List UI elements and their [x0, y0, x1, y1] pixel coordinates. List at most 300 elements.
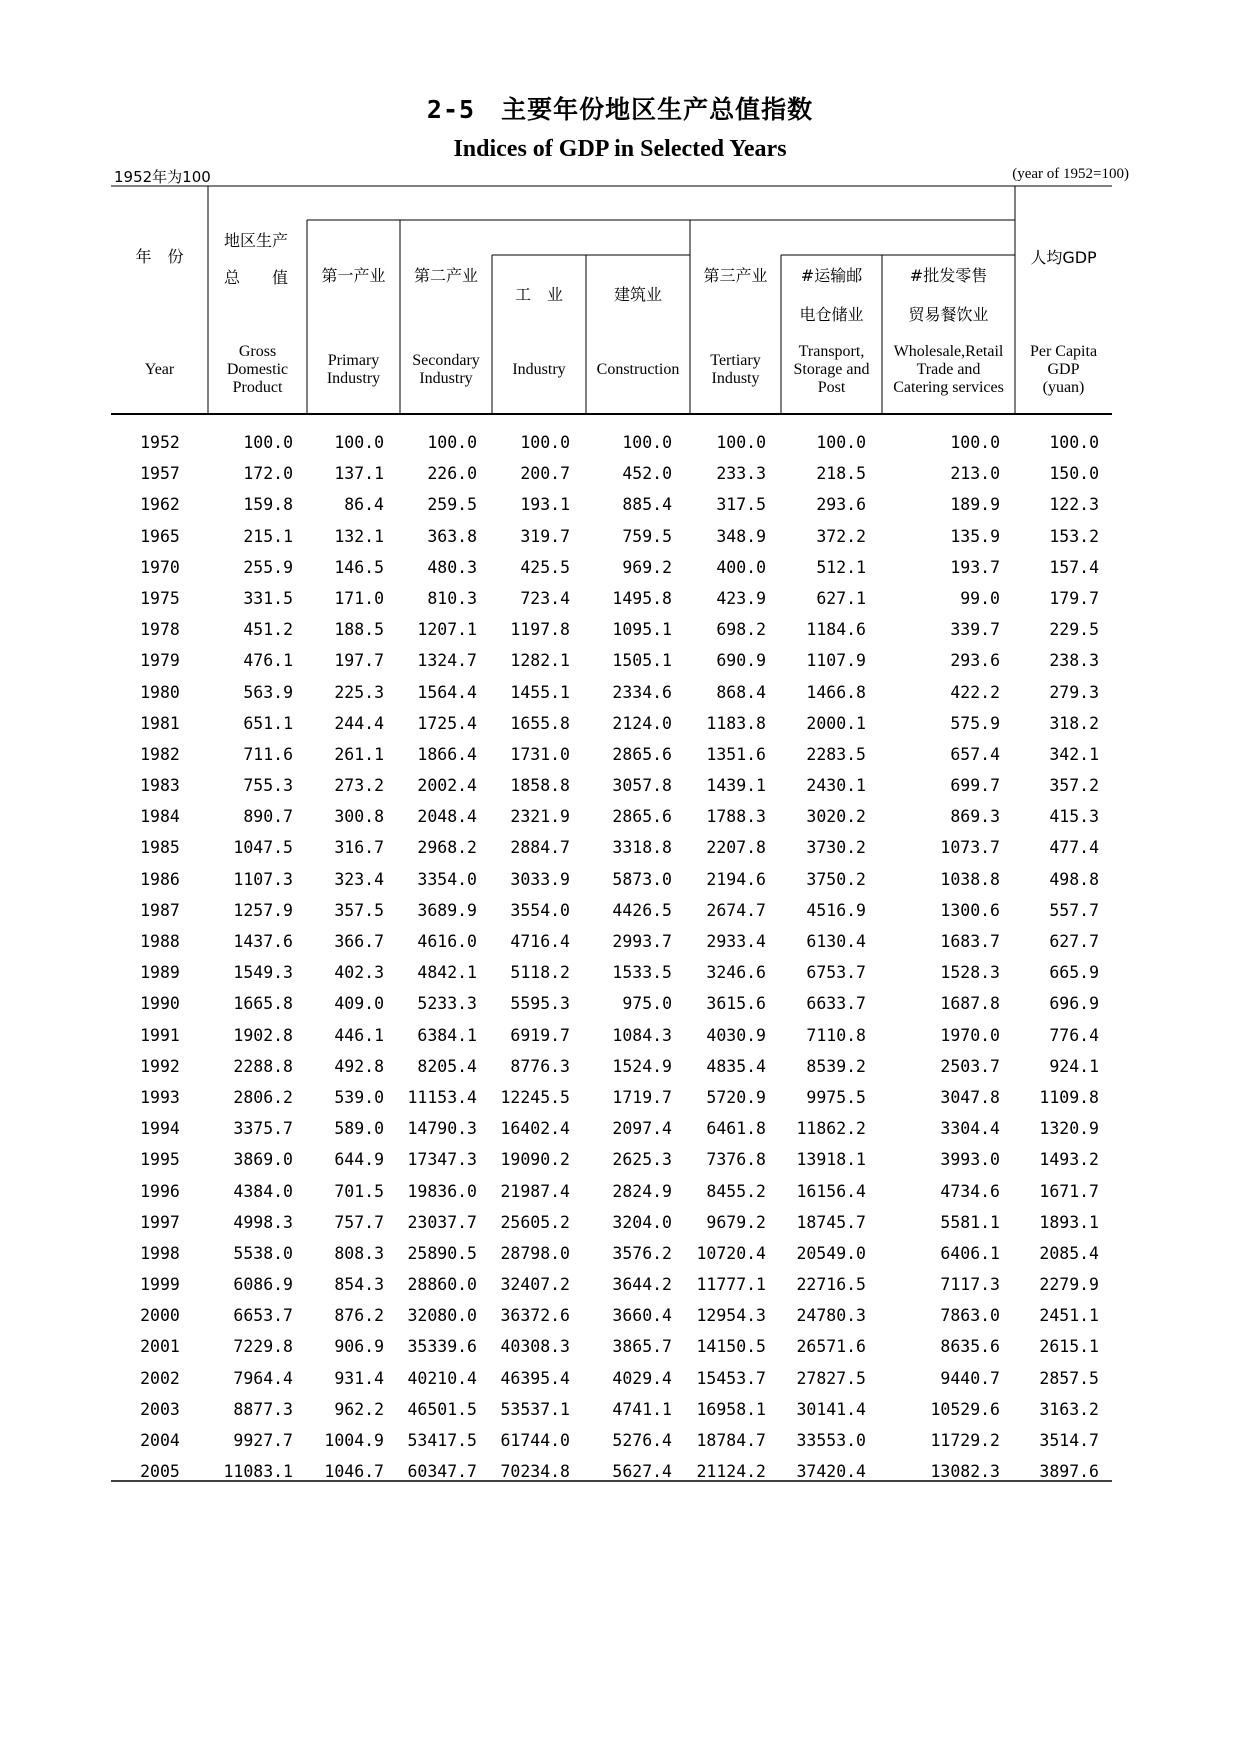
cell-construction: 5627.4 [612, 1462, 672, 1482]
table-row [0, 833, 1240, 864]
cell-primary: 1046.7 [324, 1462, 384, 1482]
header-percapita-en: Per Capita GDP (yuan) [1029, 343, 1098, 396]
cell-transport: 16156.4 [796, 1181, 866, 1201]
table-row [0, 1208, 1240, 1239]
header-transport-en: Transport, Storage and Post [793, 343, 870, 396]
cell-percapita: 150.0 [1049, 464, 1099, 484]
cell-wholesale: 7863.0 [940, 1306, 1000, 1326]
header-secondary-en: Secondary Industry [412, 352, 480, 387]
cell-year: 1985 [140, 838, 180, 858]
cell-gdp: 3375.7 [233, 1119, 293, 1139]
cell-year: 1957 [140, 464, 180, 484]
cell-construction: 3865.7 [612, 1337, 672, 1357]
header-gdp-cn2: 总 值 [224, 268, 289, 287]
cell-industry: 28798.0 [500, 1243, 570, 1263]
cell-transport: 372.2 [816, 526, 866, 546]
cell-secondary: 480.3 [427, 557, 477, 577]
cell-transport: 100.0 [816, 433, 866, 452]
cell-industry: 3033.9 [510, 869, 570, 889]
cell-percapita: 2085.4 [1039, 1243, 1099, 1263]
cell-primary: 357.5 [334, 900, 384, 920]
cell-wholesale: 339.7 [950, 620, 1000, 640]
cell-transport: 4516.9 [806, 900, 866, 920]
cell-tertiary: 348.9 [716, 526, 766, 546]
header-percapita-cn: 人均GDP [1030, 248, 1097, 267]
cell-transport: 1184.6 [806, 620, 866, 640]
header-transport-cn2: 电仓储业 [799, 305, 864, 324]
cell-tertiary: 868.4 [716, 682, 766, 702]
cell-tertiary: 2194.6 [706, 869, 766, 889]
cell-primary: 757.7 [334, 1212, 384, 1232]
cell-tertiary: 16958.1 [696, 1399, 766, 1419]
cell-wholesale: 869.3 [950, 807, 1000, 827]
table-row [0, 771, 1240, 802]
header-gdp-en: Gross Domestic Product [226, 343, 289, 396]
cell-transport: 2430.1 [806, 776, 866, 796]
cell-year: 1992 [140, 1056, 180, 1076]
cell-primary: 273.2 [334, 776, 384, 796]
base-year-note-cn: 1952年为100 [114, 168, 211, 186]
cell-year: 1990 [140, 994, 180, 1014]
cell-secondary: 2048.4 [417, 807, 477, 827]
cell-gdp: 563.9 [243, 682, 293, 702]
table-row [0, 646, 1240, 677]
header-construction-cn: 建筑业 [613, 285, 662, 304]
cell-secondary: 363.8 [427, 526, 477, 546]
cell-tertiary: 6461.8 [706, 1119, 766, 1139]
cell-primary: 244.4 [334, 713, 384, 733]
cell-industry: 46395.4 [500, 1368, 570, 1388]
cell-construction: 2334.6 [612, 682, 672, 702]
cell-industry: 723.4 [520, 588, 570, 608]
cell-wholesale: 11729.2 [930, 1431, 1000, 1450]
header-year-cn: 年 份 [135, 247, 184, 266]
cell-percapita: 1493.2 [1039, 1150, 1099, 1170]
header-year-en: Year [144, 361, 175, 378]
cell-secondary: 17347.3 [407, 1150, 477, 1170]
header-tertiary-cn: 第三产业 [703, 266, 768, 285]
cell-construction: 5276.4 [612, 1431, 672, 1450]
cell-construction: 2865.6 [612, 744, 672, 764]
header-wholesale-cn1: #批发零售 [909, 266, 988, 285]
table-row [0, 927, 1240, 958]
cell-primary: 906.9 [334, 1337, 384, 1357]
cell-transport: 2000.1 [806, 713, 866, 733]
table-row [0, 1270, 1240, 1301]
cell-secondary: 19836.0 [407, 1181, 477, 1201]
cell-primary: 492.8 [334, 1056, 384, 1076]
table-row [0, 553, 1240, 584]
cell-secondary: 259.5 [427, 495, 477, 515]
cell-year: 2001 [140, 1337, 180, 1357]
cell-industry: 2884.7 [510, 838, 570, 858]
cell-tertiary: 100.0 [716, 433, 766, 452]
cell-tertiary: 18784.7 [696, 1431, 766, 1450]
cell-secondary: 8205.4 [417, 1056, 477, 1076]
header-year [111, 244, 208, 267]
cell-transport: 6130.4 [806, 932, 866, 951]
table-row [0, 1083, 1240, 1114]
cell-construction: 1533.5 [612, 963, 672, 983]
cell-secondary: 4842.1 [417, 963, 477, 983]
cell-secondary: 23037.7 [407, 1212, 477, 1232]
cell-industry: 200.7 [520, 464, 570, 484]
cell-industry: 8776.3 [510, 1056, 570, 1076]
cell-year: 1996 [140, 1181, 180, 1201]
cell-construction: 4741.1 [612, 1399, 672, 1419]
header-secondary-cn: 第二产业 [413, 266, 478, 285]
cell-wholesale: 293.6 [950, 651, 1000, 671]
cell-year: 2005 [140, 1462, 180, 1482]
cell-gdp: 890.7 [243, 807, 293, 827]
cell-industry: 21987.4 [500, 1181, 570, 1201]
cell-percapita: 2615.1 [1039, 1337, 1099, 1357]
cell-primary: 86.4 [344, 495, 384, 515]
cell-industry: 1858.8 [510, 776, 570, 796]
cell-gdp: 1902.8 [233, 1025, 293, 1045]
cell-primary: 931.4 [334, 1368, 384, 1388]
cell-gdp: 7964.4 [233, 1368, 293, 1388]
cell-industry: 425.5 [520, 557, 570, 577]
cell-percapita: 342.1 [1049, 744, 1099, 764]
cell-gdp: 1107.3 [233, 869, 293, 889]
cell-transport: 293.6 [816, 495, 866, 515]
cell-transport: 30141.4 [796, 1399, 866, 1419]
base-year-note-en: (year of 1952=100) [1012, 166, 1129, 182]
header-construction-en: Construction [596, 361, 680, 378]
cell-gdp: 9927.7 [233, 1431, 293, 1450]
cell-year: 1980 [140, 682, 180, 702]
header-transport [781, 263, 882, 325]
table-row [0, 428, 1240, 459]
cell-percapita: 318.2 [1049, 713, 1099, 733]
cell-tertiary: 233.3 [716, 464, 766, 484]
cell-tertiary: 11777.1 [696, 1275, 766, 1295]
cell-secondary: 32080.0 [407, 1306, 477, 1326]
cell-construction: 100.0 [622, 433, 672, 452]
cell-wholesale: 13082.3 [930, 1462, 1000, 1482]
cell-wholesale: 8635.6 [940, 1337, 1000, 1357]
cell-primary: 701.5 [334, 1181, 384, 1201]
cell-industry: 70234.8 [500, 1462, 570, 1482]
cell-primary: 1004.9 [324, 1431, 384, 1450]
cell-industry: 1282.1 [510, 651, 570, 671]
cell-secondary: 1866.4 [417, 744, 477, 764]
cell-year: 1994 [140, 1119, 180, 1139]
cell-year: 1975 [140, 588, 180, 608]
header-industry-en: Industry [512, 361, 566, 378]
table-row [0, 1114, 1240, 1145]
header-transport-cn1: #运输邮 [800, 266, 863, 285]
cell-tertiary: 2933.4 [706, 932, 766, 951]
cell-primary: 146.5 [334, 557, 384, 577]
cell-year: 2003 [140, 1399, 180, 1419]
cell-gdp: 5538.0 [233, 1243, 293, 1263]
cell-wholesale: 7117.3 [940, 1275, 1000, 1295]
header-gdp [208, 228, 307, 288]
cell-construction: 452.0 [622, 464, 672, 484]
cell-gdp: 651.1 [243, 713, 293, 733]
cell-secondary: 100.0 [427, 433, 477, 452]
cell-year: 1999 [140, 1275, 180, 1295]
table-row [0, 1332, 1240, 1363]
table-row [0, 958, 1240, 989]
cell-percapita: 1109.8 [1039, 1087, 1099, 1107]
cell-secondary: 6384.1 [417, 1025, 477, 1045]
header-wholesale-cn2: 贸易餐饮业 [908, 305, 989, 324]
cell-construction: 5873.0 [612, 869, 672, 889]
cell-transport: 512.1 [816, 557, 866, 577]
cell-gdp: 476.1 [243, 651, 293, 671]
cell-construction: 975.0 [622, 994, 672, 1014]
cell-secondary: 2002.4 [417, 776, 477, 796]
table-row [0, 1426, 1240, 1457]
cell-year: 2000 [140, 1306, 180, 1326]
cell-wholesale: 3047.8 [940, 1087, 1000, 1107]
cell-industry: 193.1 [520, 495, 570, 515]
cell-primary: 225.3 [334, 682, 384, 702]
cell-year: 1987 [140, 900, 180, 920]
cell-secondary: 35339.6 [407, 1337, 477, 1357]
cell-year: 1989 [140, 963, 180, 983]
cell-wholesale: 1073.7 [940, 838, 1000, 858]
page-title-en: Indices of GDP in Selected Years [453, 136, 787, 162]
cell-wholesale: 5581.1 [940, 1212, 1000, 1232]
cell-gdp: 711.6 [243, 744, 293, 764]
cell-percapita: 477.4 [1049, 838, 1099, 858]
cell-primary: 197.7 [334, 651, 384, 671]
header-gdp-cn1: 地区生产 [224, 231, 289, 250]
header-industry-cn: 工 业 [514, 285, 563, 304]
header-wholesale-en: Wholesale,Retail Trade and Catering services [893, 343, 1004, 396]
header-wholesale [882, 263, 1015, 325]
cell-transport: 3020.2 [806, 807, 866, 827]
cell-construction: 3204.0 [612, 1212, 672, 1232]
cell-year: 1970 [140, 557, 180, 577]
cell-secondary: 53417.5 [407, 1431, 477, 1450]
cell-year: 1962 [140, 495, 180, 515]
cell-wholesale: 6406.1 [940, 1243, 1000, 1263]
cell-tertiary: 3246.6 [706, 963, 766, 983]
cell-year: 2004 [140, 1431, 180, 1450]
cell-gdp: 4998.3 [233, 1212, 293, 1232]
cell-wholesale: 1970.0 [940, 1025, 1000, 1045]
cell-secondary: 810.3 [427, 588, 477, 608]
cell-wholesale: 2503.7 [940, 1056, 1000, 1076]
cell-wholesale: 3304.4 [940, 1119, 1000, 1139]
cell-secondary: 5233.3 [417, 994, 477, 1014]
cell-industry: 40308.3 [500, 1337, 570, 1357]
cell-year: 1995 [140, 1150, 180, 1170]
table-row [0, 1395, 1240, 1426]
cell-construction: 1084.3 [612, 1025, 672, 1045]
cell-construction: 969.2 [622, 557, 672, 577]
cell-percapita: 498.8 [1049, 869, 1099, 889]
cell-industry: 3554.0 [510, 900, 570, 920]
cell-percapita: 1893.1 [1039, 1212, 1099, 1232]
cell-gdp: 7229.8 [233, 1337, 293, 1357]
cell-transport: 1107.9 [806, 651, 866, 671]
cell-wholesale: 1528.3 [940, 963, 1000, 983]
cell-transport: 627.1 [816, 588, 866, 608]
header-tertiary-en: Tertiary Industy [710, 352, 761, 387]
header-primary-cn: 第一产业 [321, 266, 386, 285]
cell-gdp: 1549.3 [233, 963, 293, 983]
cell-tertiary: 2207.8 [706, 838, 766, 858]
table-row [0, 1457, 1240, 1488]
cell-gdp: 1047.5 [233, 838, 293, 858]
cell-tertiary: 400.0 [716, 557, 766, 577]
cell-transport: 33553.0 [796, 1431, 866, 1450]
header-percapita [1015, 245, 1112, 268]
cell-year: 1982 [140, 744, 180, 764]
table-row [0, 896, 1240, 927]
cell-transport: 37420.4 [796, 1462, 866, 1482]
cell-year: 1965 [140, 526, 180, 546]
table-row [0, 802, 1240, 833]
table-body [0, 428, 1240, 1488]
cell-industry: 5118.2 [510, 963, 570, 983]
cell-primary: 100.0 [334, 433, 384, 452]
cell-gdp: 2806.2 [233, 1087, 293, 1107]
cell-transport: 27827.5 [796, 1368, 866, 1388]
cell-wholesale: 422.2 [950, 682, 1000, 702]
cell-industry: 61744.0 [500, 1431, 570, 1450]
cell-secondary: 40210.4 [407, 1368, 477, 1388]
cell-construction: 2625.3 [612, 1150, 672, 1170]
cell-year: 2002 [140, 1368, 180, 1388]
cell-gdp: 331.5 [243, 588, 293, 608]
cell-industry: 1731.0 [510, 744, 570, 764]
cell-percapita: 179.7 [1049, 588, 1099, 608]
cell-wholesale: 9440.7 [940, 1368, 1000, 1388]
cell-transport: 218.5 [816, 464, 866, 484]
cell-construction: 3057.8 [612, 776, 672, 796]
cell-tertiary: 7376.8 [706, 1150, 766, 1170]
cell-industry: 12245.5 [500, 1087, 570, 1107]
cell-wholesale: 3993.0 [940, 1150, 1000, 1170]
cell-industry: 4716.4 [510, 932, 570, 951]
cell-primary: 316.7 [334, 838, 384, 858]
cell-industry: 100.0 [520, 433, 570, 452]
cell-secondary: 28860.0 [407, 1275, 477, 1295]
cell-secondary: 11153.4 [407, 1087, 477, 1107]
table-row [0, 490, 1240, 521]
cell-transport: 22716.5 [796, 1275, 866, 1295]
cell-primary: 188.5 [334, 620, 384, 640]
cell-industry: 36372.6 [500, 1306, 570, 1326]
cell-secondary: 3354.0 [417, 869, 477, 889]
cell-primary: 644.9 [334, 1150, 384, 1170]
cell-industry: 19090.2 [500, 1150, 570, 1170]
cell-primary: 402.3 [334, 963, 384, 983]
cell-percapita: 357.2 [1049, 776, 1099, 796]
cell-gdp: 172.0 [243, 464, 293, 484]
cell-industry: 2321.9 [510, 807, 570, 827]
table-row [0, 1239, 1240, 1270]
cell-tertiary: 2674.7 [706, 900, 766, 920]
cell-secondary: 25890.5 [407, 1243, 477, 1263]
cell-transport: 3750.2 [806, 869, 866, 889]
cell-percapita: 3897.6 [1039, 1462, 1099, 1482]
table-row [0, 678, 1240, 709]
cell-transport: 26571.6 [796, 1337, 866, 1357]
cell-secondary: 226.0 [427, 464, 477, 484]
table-row [0, 459, 1240, 490]
cell-percapita: 153.2 [1049, 526, 1099, 546]
cell-tertiary: 5720.9 [706, 1087, 766, 1107]
cell-construction: 3644.2 [612, 1275, 672, 1295]
cell-tertiary: 10720.4 [696, 1243, 766, 1263]
cell-industry: 25605.2 [500, 1212, 570, 1232]
cell-tertiary: 690.9 [716, 651, 766, 671]
cell-tertiary: 1183.8 [706, 713, 766, 733]
cell-wholesale: 213.0 [950, 464, 1000, 484]
cell-primary: 854.3 [334, 1275, 384, 1295]
table-row [0, 740, 1240, 771]
cell-percapita: 157.4 [1049, 557, 1099, 577]
cell-construction: 2993.7 [612, 932, 672, 951]
cell-primary: 539.0 [334, 1087, 384, 1107]
cell-gdp: 1665.8 [233, 994, 293, 1014]
cell-construction: 3576.2 [612, 1243, 672, 1263]
cell-gdp: 1437.6 [233, 932, 293, 951]
cell-gdp: 2288.8 [233, 1056, 293, 1076]
table-row [0, 865, 1240, 896]
cell-secondary: 1725.4 [417, 713, 477, 733]
cell-percapita: 279.3 [1049, 682, 1099, 702]
cell-construction: 759.5 [622, 526, 672, 546]
cell-tertiary: 1439.1 [706, 776, 766, 796]
cell-construction: 2865.6 [612, 807, 672, 827]
cell-percapita: 415.3 [1049, 807, 1099, 827]
cell-year: 1986 [140, 869, 180, 889]
cell-industry: 1455.1 [510, 682, 570, 702]
cell-wholesale: 10529.6 [930, 1399, 1000, 1419]
table-row [0, 1021, 1240, 1052]
page-title-cn [0, 90, 1240, 126]
cell-tertiary: 317.5 [716, 495, 766, 515]
cell-gdp: 11083.1 [223, 1462, 293, 1482]
cell-gdp: 6653.7 [233, 1306, 293, 1326]
cell-year: 1984 [140, 807, 180, 827]
cell-transport: 1466.8 [806, 682, 866, 702]
table-number: 2-5 [426, 95, 476, 124]
cell-primary: 962.2 [334, 1399, 384, 1419]
cell-percapita: 2279.9 [1039, 1275, 1099, 1295]
cell-gdp: 215.1 [243, 526, 293, 546]
cell-primary: 300.8 [334, 807, 384, 827]
table-row [0, 1052, 1240, 1083]
cell-wholesale: 657.4 [950, 744, 1000, 764]
cell-wholesale: 4734.6 [940, 1181, 1000, 1201]
cell-gdp: 3869.0 [233, 1150, 293, 1170]
cell-industry: 32407.2 [500, 1275, 570, 1295]
table-row [0, 584, 1240, 615]
cell-percapita: 100.0 [1049, 433, 1099, 452]
cell-construction: 2097.4 [612, 1119, 672, 1139]
cell-transport: 11862.2 [796, 1119, 866, 1139]
cell-tertiary: 15453.7 [696, 1368, 766, 1388]
cell-wholesale: 189.9 [950, 495, 1000, 515]
cell-year: 1991 [140, 1025, 180, 1045]
title-cn-text: 主要年份地区生产总值指数 [501, 95, 814, 124]
cell-secondary: 46501.5 [407, 1399, 477, 1419]
cell-secondary: 14790.3 [407, 1119, 477, 1139]
cell-wholesale: 99.0 [960, 588, 1000, 608]
cell-primary: 171.0 [334, 588, 384, 608]
cell-primary: 137.1 [334, 464, 384, 484]
